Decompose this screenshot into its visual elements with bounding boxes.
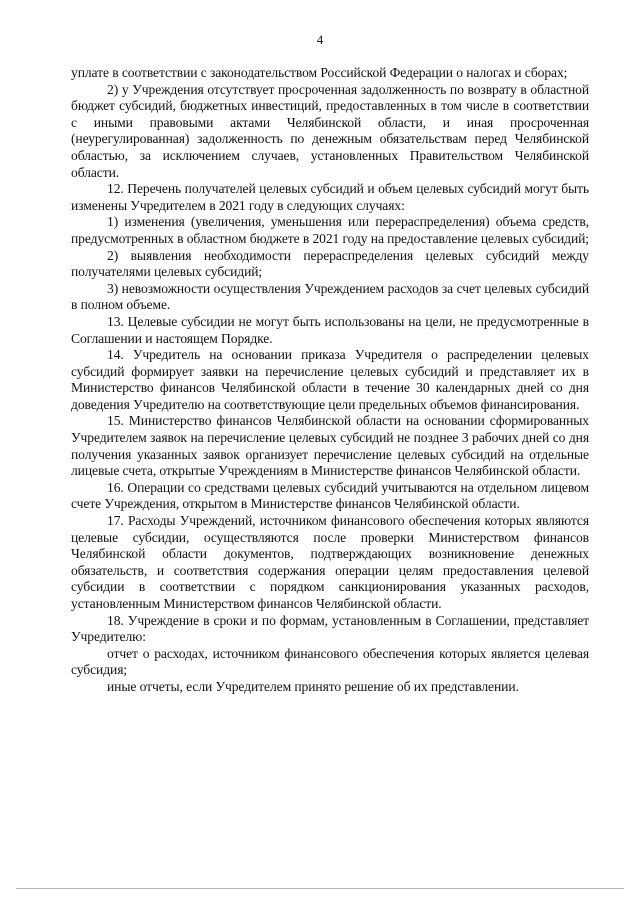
paragraph: 16. Операции со средствами целевых субсидий учитываются на отдельном лицевом счете Учреждения, открытом в Министерстве финансов Челябинской области. <box>71 479 589 512</box>
page-bottom-divider <box>16 888 624 889</box>
paragraph: 13. Целевые субсидии не могут быть использованы на цели, не предусмотренные в Соглашении и настоящем Порядке. <box>71 313 589 346</box>
paragraph: 18. Учреждение в сроки и по формам, установленным в Соглашении, представляет Учредителю: <box>71 612 589 645</box>
paragraph: 3) невозможности осуществления Учреждением расходов за счет целевых субсидий в полном объеме. <box>71 280 589 313</box>
paragraph: 17. Расходы Учреждений, источником финансового обеспечения которых являются целевые субсидии, осуществляются после проверки Министерством финансов Челябинской области документов, подтверждающих возникновение денежных обязательств, и соответствия содержания операции целям предоставления целевой субсидии в соответствии с порядком санкционирования указанных расходов, установленным Министерством финансов Челябинской области. <box>71 513 589 611</box>
paragraph: 2) выявления необходимости перераспределения целевых субсидий между получателями целевых субсидий; <box>71 247 589 280</box>
document-body <box>71 65 589 696</box>
paragraph: 14. Учредитель на основании приказа Учредителя о распределении целевых субсидий формирует заявки на перечисление целевых субсидий и представляет их в Министерство финансов Челябинской области в течение 30 календарных дней со дня доведения Учредителю на соответствующие цели предельных объемов финансирования. <box>71 347 589 412</box>
page-number: 4 <box>316 32 324 47</box>
paragraph: отчет о расходах, источником финансового обеспечения которых является целевая субсидия; <box>71 645 589 678</box>
paragraph: 12. Перечень получателей целевых субсидий и объем целевых субсидий могут быть изменены Учредителем в 2021 году в следующих случаях: <box>71 181 589 213</box>
paragraph: 15. Министерство финансов Челябинской области на основании сформированных Учредителем заявок на перечисление целевых субсидий не позднее 3 рабочих дней со дня получения указанных заявок организует перечисление целевых субсидий на отдельные лицевые счета, открытые Учреждениям в Министерстве финансов Челябинской области. <box>71 413 589 479</box>
paragraph: 1) изменения (увеличения, уменьшения или перераспределения) объема средств, предусмотренных в областном бюджете в 2021 году на предоставление целевых субсидий; <box>71 214 589 246</box>
paragraph: иные отчеты, если Учредителем принято решение об их представлении. <box>107 678 519 694</box>
paragraph: 2) у Учреждения отсутствует просроченная задолженность по возврату в областной бюджет субсидий, бюджетных инвестиций, предоставленных в том числе в соответствии с иными правовыми актами Челябинской области, и иная просроченная (неурегулированная) задолженность по денежным обязательствам перед Челябинской областью, за исключением случаев, установленных Правительством Челябинской области. <box>71 81 589 180</box>
paragraph: уплате в соответствии с законодательством Российской Федерации о налогах и сборах; <box>71 65 568 80</box>
